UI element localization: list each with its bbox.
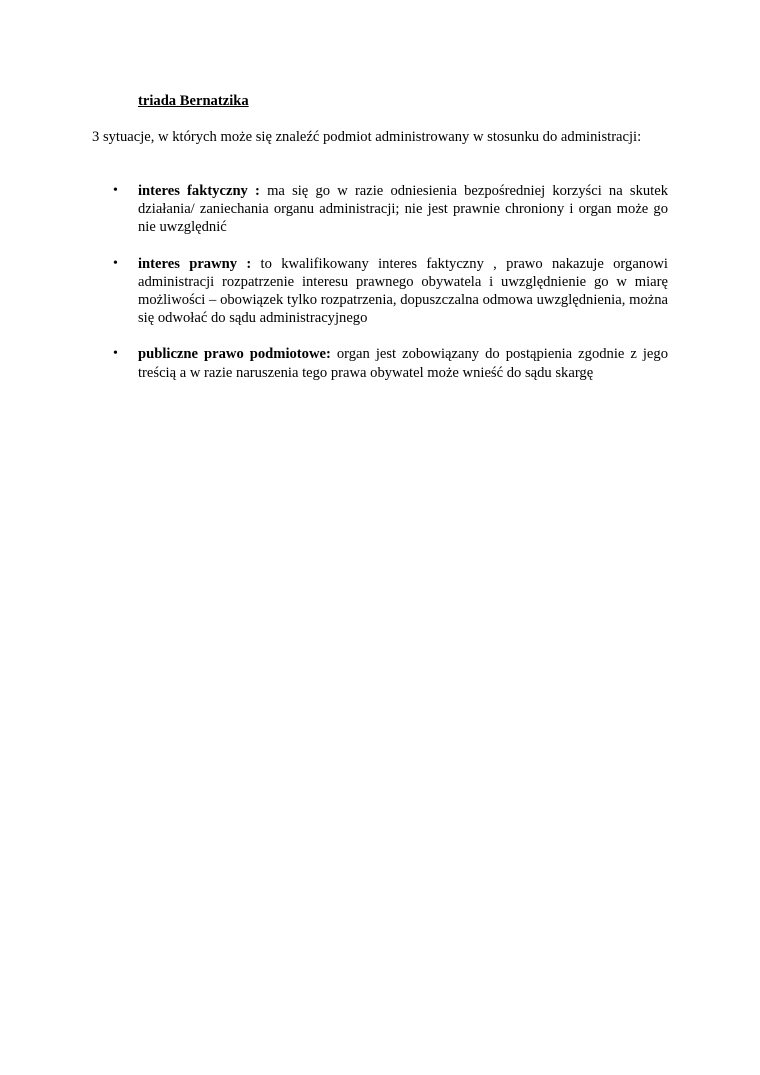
term-description: to kwalifikowany interes faktyczny , prawo nakazuje organowi administracji rozpatrzenie interesu prawnego obywatela i uwzględnienie go w miarę możliwości – obowiązek tylko rozpatrzenia, dopuszczalna odmowa uwzględnienia, można się odwołać do sądu administracyjnego [138, 255, 668, 327]
term-description: organ jest zobowiązany do postąpienia zgodnie z jego treścią a w razie naruszenia tego prawa obywatel może wnieść do sądu skargę [138, 346, 668, 381]
intro-paragraph: 3 sytuacje, w których może się znaleźć podmiot administrowany w stosunku do administracji: [92, 129, 642, 145]
term-label: interes prawny : [138, 255, 252, 272]
document-title: triada Bernatzika [138, 93, 249, 109]
bullet-icon: • [113, 183, 118, 198]
term-label: publiczne prawo podmiotowe: [138, 346, 331, 363]
bullet-icon: • [113, 346, 118, 362]
bullet-icon: • [113, 255, 118, 271]
term-description: ma się go w razie odniesienia bezpośredniej korzyści na skutek działania/ zaniechania organu administracji; nie jest prawnie chroniony i organ może go nie uwzględnić [138, 183, 668, 236]
bullet-list [92, 182, 668, 400]
list-item-interes-faktyczny [92, 182, 668, 237]
list-item-interes-prawny [92, 255, 668, 328]
list-item-publiczne-prawo-podmiotowe [92, 345, 668, 381]
term-label: interes faktyczny : [138, 183, 260, 199]
